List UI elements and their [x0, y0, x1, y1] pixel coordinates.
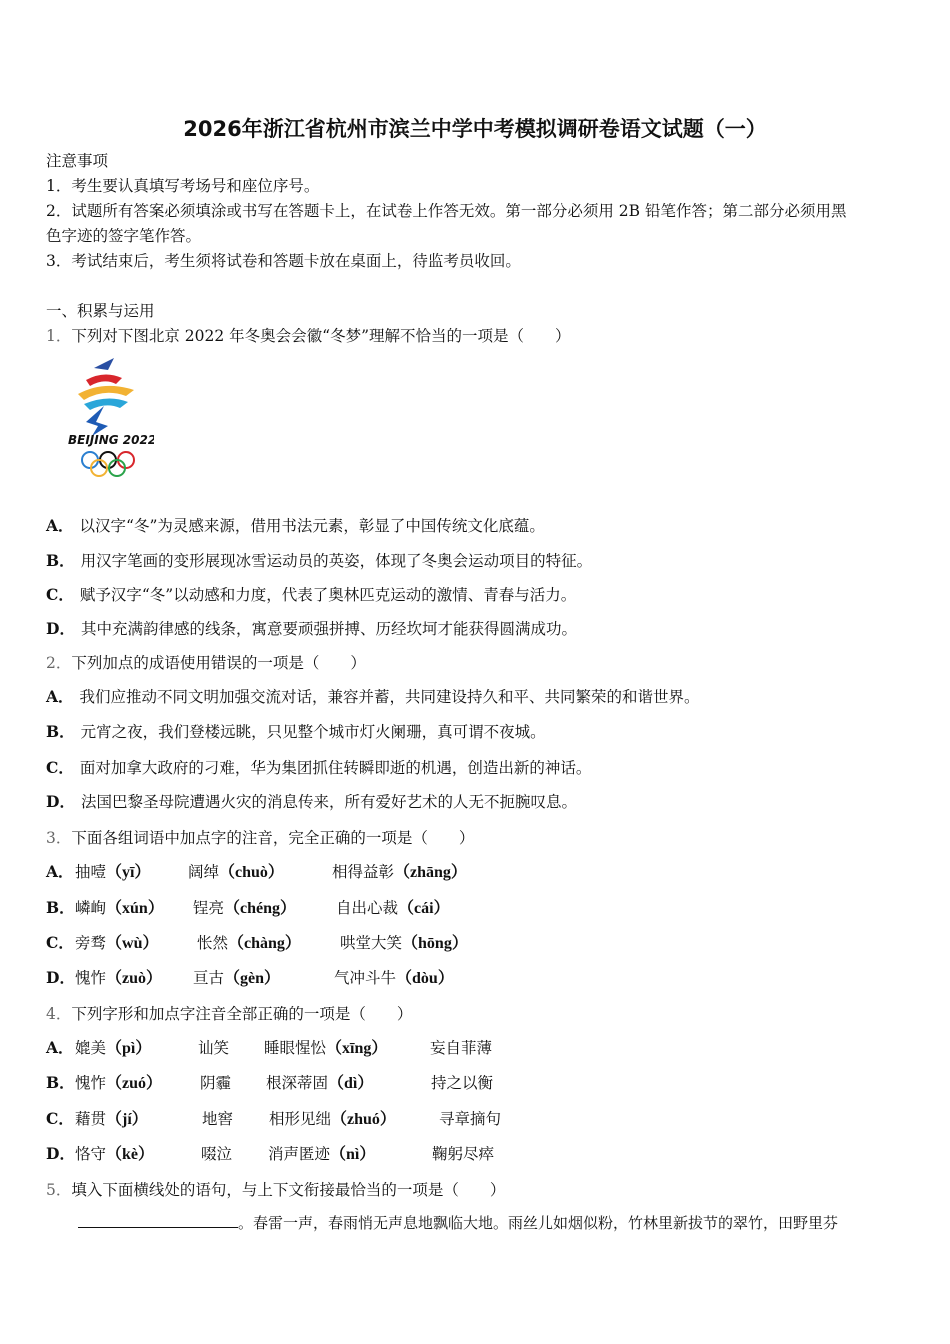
- question-4-stem: 4．下列字形和加点字注音全部正确的一项是（ ）: [46, 1005, 413, 1023]
- notice-item: 色字迹的签字笔作答。: [46, 227, 202, 245]
- question-5-stem: 5．填入下面横线处的语句，与上下文衔接最恰当的一项是（ ）: [46, 1181, 506, 1199]
- option-item: 嶙峋（xún）: [75, 899, 164, 917]
- option-item: 根深蒂固（dì）: [266, 1074, 374, 1092]
- notice-item: 1．考生要认真填写考场号和座位序号。: [46, 177, 320, 195]
- option-item: 哄堂大笑（hōng）: [340, 934, 468, 952]
- option-item: 寻章摘句: [439, 1110, 502, 1128]
- stem-text: 下列对下图北京 2022 年冬奥会会徽“冬梦”理解不恰当的一项是（ ）: [71, 327, 571, 345]
- section-heading: 一、积累与运用: [46, 302, 155, 320]
- option-item: 妄自菲薄: [430, 1039, 493, 1057]
- option-item: 消声匿迹（nì）: [268, 1145, 376, 1163]
- option: B． 嶙峋（xún） 锃亮（chéng） 自出心裁（cái）: [46, 898, 450, 917]
- option-item: 阴霾: [200, 1074, 232, 1092]
- question-5-passage: 。春雷一声，春雨悄无声息地飘临大地。雨丝儿如烟似粉，竹林里新拔节的翠竹，田野里芬: [78, 1213, 838, 1233]
- notice-heading: 注意事项: [46, 152, 109, 170]
- option: D． 其中充满韵律感的线条，寓意要顽强拼搏、历经坎坷才能获得圆满成功。: [46, 619, 577, 638]
- option-item: 愧怍（zuò）: [75, 969, 163, 987]
- option-item: 藉贯（jí）: [75, 1110, 148, 1128]
- option-item: 亘古（gèn）: [193, 969, 281, 987]
- svg-text:BEIJING 2022: BEIJING 2022: [68, 433, 154, 447]
- option-item: 自出心裁（cái）: [336, 899, 450, 917]
- question-1-stem: [46, 326, 571, 346]
- page-title: 2026年浙江省杭州市滨兰中学中考模拟调研卷语文试题（一）: [183, 117, 767, 141]
- option: A． 抽噎（yī） 阔绰（chuò） 相得益彰（zhāng）: [46, 862, 467, 881]
- option-item: 锃亮（chéng）: [193, 899, 297, 917]
- option-item: 恪守（kè）: [75, 1145, 155, 1163]
- option: A． 以汉字“冬”为灵感来源，借用书法元素，彰显了中国传统文化底蕴。: [46, 516, 545, 535]
- option: A． 媲美（pì） 讪笑 睡眼惺忪（xīng） 妄自菲薄: [46, 1038, 493, 1057]
- option-item: 媲美（pì）: [75, 1039, 152, 1057]
- question-2-stem: 2．下列加点的成语使用错误的一项是（ ）: [46, 654, 366, 672]
- option: D． 愧怍（zuò） 亘古（gèn） 气冲斗牛（dòu）: [46, 968, 454, 987]
- option-item: 睡眼惺忪（xīng）: [264, 1039, 388, 1057]
- option-item: 抽噎（yī）: [75, 863, 151, 881]
- option: B． 用汉字笔画的变形展现冰雪运动员的英姿，体现了冬奥会运动项目的特征。: [46, 551, 593, 570]
- option-item: 愧怍（zuó）: [75, 1074, 163, 1092]
- question-3-stem: 3．下面各组词语中加点字的注音，完全正确的一项是（ ）: [46, 829, 475, 847]
- option: C． 旁骛（wù） 怅然（chàng） 哄堂大笑（hōng）: [46, 933, 468, 952]
- question-number: 1．: [46, 327, 72, 345]
- notice-item: 2．试题所有答案必须填涂或书写在答题卡上，在试卷上作答无效。第一部分必须用 2B 铅笔作答；第二部分必须用黑: [46, 202, 847, 220]
- option-item: 啜泣: [201, 1145, 233, 1163]
- option-item: 鞠躬尽瘁: [432, 1145, 495, 1163]
- option: B． 愧怍（zuó） 阴霾 根深蒂固（dì） 持之以衡: [46, 1073, 494, 1092]
- option-item: 持之以衡: [431, 1074, 494, 1092]
- option-item: 阔绰（chuò）: [188, 863, 284, 881]
- option: A． 我们应推动不同文明加强交流对话，兼容并蓄，共同建设持久和平、共同繁荣的和谐世界。: [46, 687, 700, 706]
- beijing-2022-emblem-image: [64, 356, 154, 486]
- option-item: 怅然（chàng）: [197, 934, 301, 952]
- option: C． 赋予汉字“冬”以动感和力度，代表了奥林匹克运动的激情、青春与活力。: [46, 585, 577, 604]
- notice-item: 3．考试结束后，考生须将试卷和答题卡放在桌面上，待监考员收回。: [46, 252, 521, 270]
- option-item: 相得益彰（zhāng）: [332, 863, 467, 881]
- option: C． 面对加拿大政府的刁难，华为集团抓住转瞬即逝的机遇，创造出新的神话。: [46, 758, 592, 777]
- option-item: 讪笑: [198, 1039, 230, 1057]
- option-item: 气冲斗牛（dòu）: [334, 969, 454, 987]
- option-item: 地窖: [202, 1110, 234, 1128]
- option: D． 法国巴黎圣母院遭遇火灾的消息传来，所有爱好艺术的人无不扼腕叹息。: [46, 792, 577, 811]
- option: B． 元宵之夜，我们登楼远眺，只见整个城市灯火阑珊，真可谓不夜城。: [46, 722, 546, 741]
- option: D． 恪守（kè） 啜泣 消声匿迹（nì） 鞠躬尽瘁: [46, 1144, 495, 1163]
- option-item: 旁骛（wù）: [75, 934, 159, 952]
- option: C． 藉贯（jí） 地窖 相形见绌（zhuó） 寻章摘句: [46, 1109, 502, 1128]
- option-item: 相形见绌（zhuó）: [269, 1110, 396, 1128]
- answer-blank: [78, 1213, 238, 1228]
